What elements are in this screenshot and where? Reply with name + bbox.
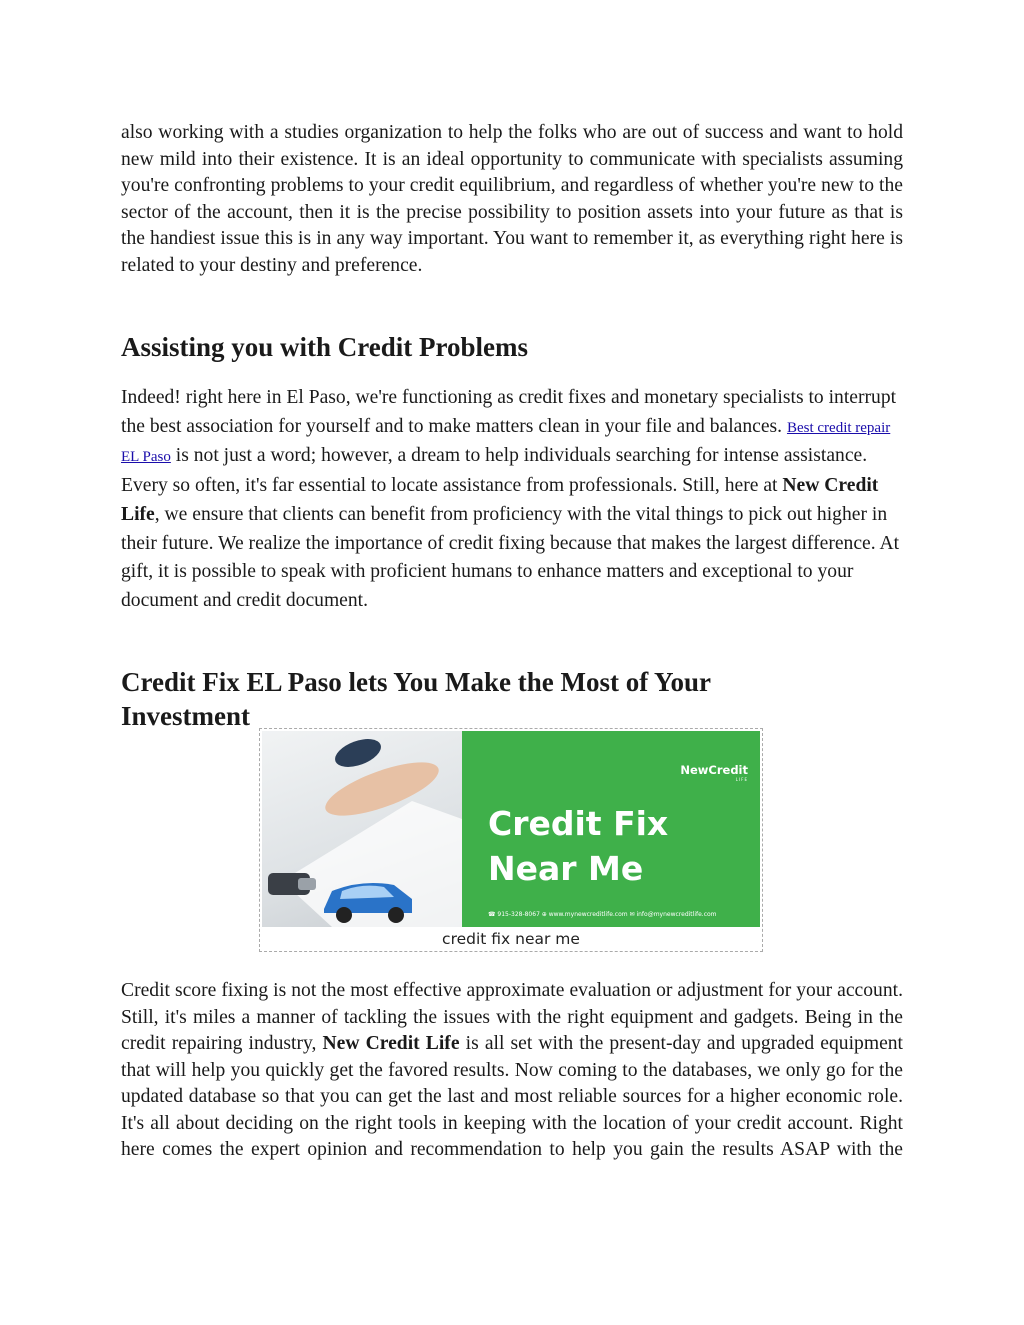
paragraph-text: , we ensure that clients can benefit from proficiency with the vital things to pick out higher in their future. We realize the importance of credit fixing because that makes the largest difference. At gift, it is possible to speak with proficient humans to enhance matters and exceptional to your document and credit document.	[121, 503, 900, 611]
brand-name: New Credit Life	[322, 1033, 460, 1054]
brand-name: New Credit Life	[121, 475, 879, 525]
banner-title-line: Credit Fix	[488, 804, 669, 843]
credit-score-paragraph	[121, 978, 903, 1164]
credit-fix-banner-image	[262, 731, 760, 927]
image-caption: credit fix near me	[442, 930, 580, 948]
banner-photo	[262, 731, 462, 927]
paragraph-text: is all set with the present-day and upgraded equipment that will help you quickly get the favored results. Now coming to the databases, we only go for the updated database so that you can get the last and most reliable sources for a higher economic role. It's all about deciding on the right tools in keeping with the location of your credit account. Right here comes the expert opinion and recommendation to help you gain the results ASAP with the	[121, 1033, 904, 1160]
best-credit-repair-link[interactable]: Best credit repair EL Paso	[121, 419, 891, 466]
banner-title	[488, 801, 668, 891]
newcredit-logo: NewCredit LIFE	[680, 763, 748, 782]
paragraph-text: Indeed! right here in El Paso, we're functioning as credit fixes and monetary specialists to interrupt the best association for yourself and to make matters clean in your file and balances.	[121, 387, 897, 437]
banner-figure	[259, 728, 763, 952]
paragraph-text: is not just a word; however, a dream to help individuals searching for intense assistance. Every so often, it's far essential to locate assistance from professionals. Still, here at	[121, 445, 868, 497]
section-heading-credit-problems: Assisting you with Credit Problems	[121, 332, 529, 362]
banner-title-line: Near Me	[488, 849, 644, 888]
credit-problems-paragraph	[121, 384, 903, 616]
paragraph-text: Credit score fixing is not the most effective approximate evaluation or adjustment for your account. Still, it's miles a manner of tackling the issues with the right equipment and gadgets. Being in the credit repairing industry,	[121, 980, 903, 1054]
intro-paragraph: also working with a studies organization to help the folks who are out of success and want to hold new mild into their existence. It is an ideal opportunity to communicate with specialists assuming you're confronting problems to your credit equilibrium, and regardless of whether you're new to the sector of the account, then it is the precise possibility to position assets into your future as that is the handiest issue this is in any way important. You want to remember it, as everything right here is related to your destiny and preference.	[121, 122, 903, 276]
banner-contact-info: ☎ 915-328-8067 ⊕ www.mynewcreditlife.com ✉ info@mynewcreditlife.com	[488, 911, 717, 918]
section-heading-credit-fix: Credit Fix EL Paso lets You Make the Most of Your Investment	[121, 667, 711, 731]
car-keys-illustration	[262, 731, 462, 927]
